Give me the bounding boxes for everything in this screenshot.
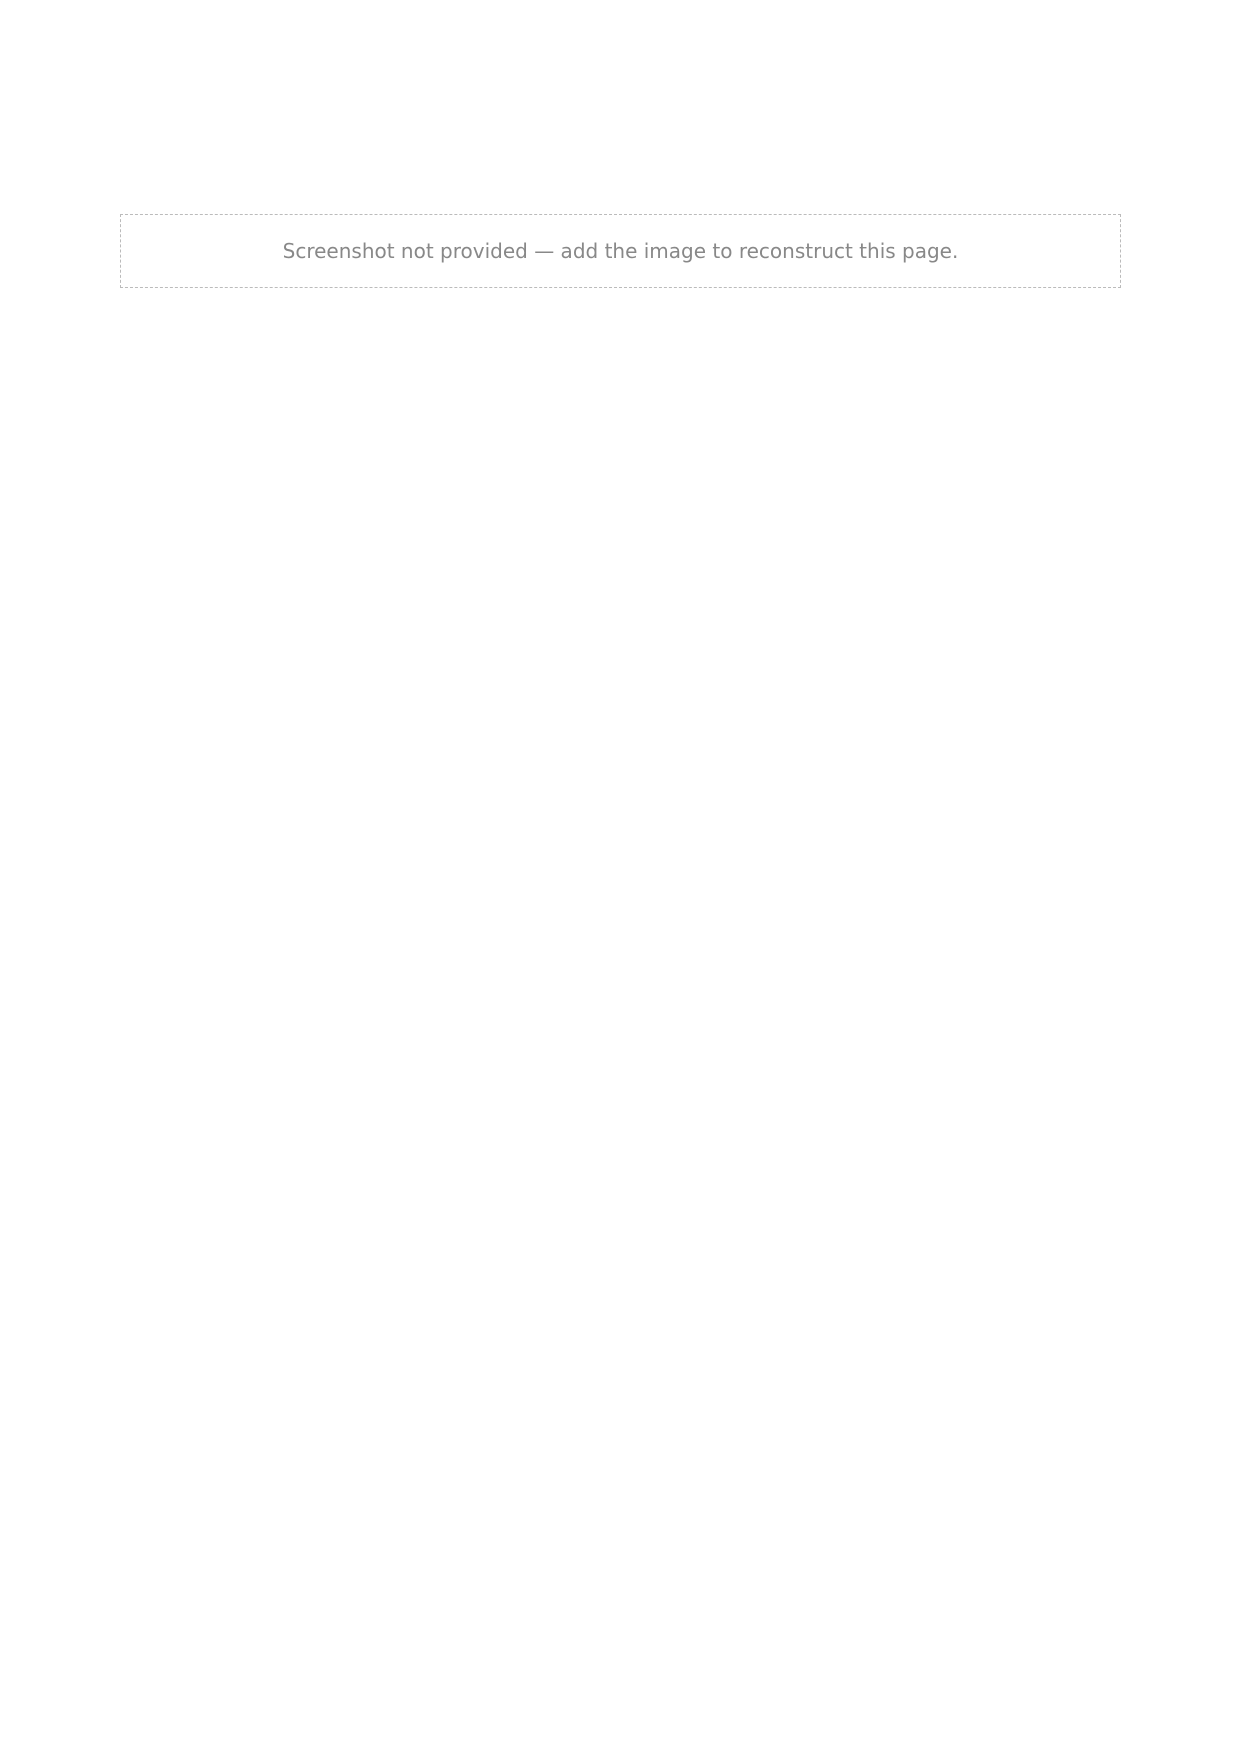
page-title [120,140,1121,174]
missing-image-notice: Screenshot not provided — add the image to reconstruct this page. [120,214,1121,288]
